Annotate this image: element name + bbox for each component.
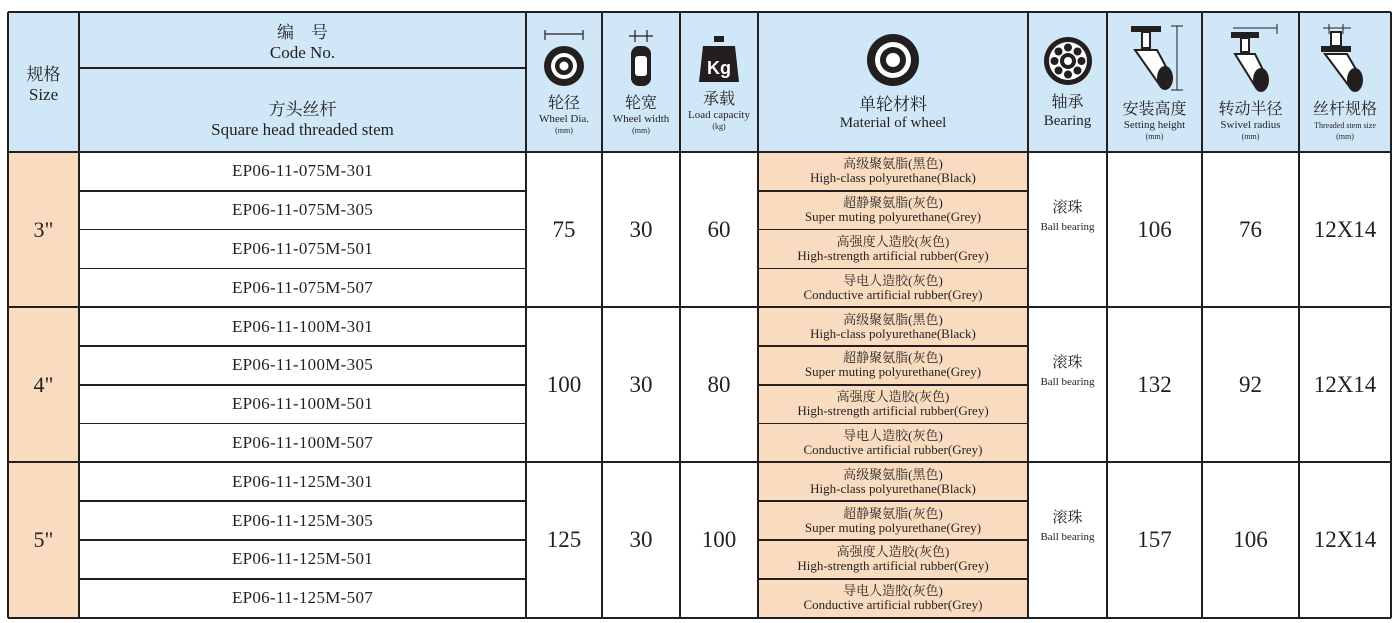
load-header — [680, 12, 758, 152]
setting-height-value: 157 — [1137, 526, 1172, 552]
grid-line-h — [79, 345, 526, 347]
grid-line-h — [8, 617, 1391, 619]
load-header-cn: 承载 — [702, 90, 735, 108]
grid-line-h — [79, 539, 526, 541]
wheel-width-icon — [621, 30, 661, 88]
code-value: EP06-11-075M-501 — [231, 238, 374, 258]
material-cell — [758, 152, 1028, 191]
stem-size-header-cn: 丝杆规格 — [1312, 100, 1377, 118]
code-cell — [79, 152, 526, 191]
setting-height-cell — [1107, 462, 1202, 617]
code-cell — [79, 268, 526, 307]
swivel-radius-cell — [1202, 307, 1299, 462]
grid-line-v — [1106, 12, 1108, 618]
code-cell — [79, 501, 526, 540]
swivel-radius-header — [1202, 12, 1299, 152]
grid-line-v — [78, 12, 80, 618]
wheel-dia-header — [526, 12, 602, 152]
wheel-width-header-unit: (mm) — [632, 125, 650, 135]
code-value: EP06-11-100M-305 — [231, 355, 374, 375]
stem-type-header-en: Square head threaded stem — [211, 120, 394, 139]
grid-line-h — [79, 190, 526, 192]
code-cell — [79, 540, 526, 579]
material-cn: 高级聚氨脂(黑色) — [843, 311, 943, 327]
setting-height-icon — [1125, 24, 1185, 94]
grid-line-h — [758, 384, 1028, 386]
size-cell — [8, 152, 79, 307]
wheel-dia-value: 125 — [546, 526, 582, 552]
grid-line-h — [758, 500, 1028, 502]
load-icon — [697, 34, 741, 84]
wheel-dia-value: 100 — [546, 371, 582, 397]
material-cn: 高强度人造胶(灰色) — [836, 389, 950, 405]
wheel-dia-cell — [526, 462, 602, 617]
stem-size-cell — [1299, 307, 1391, 462]
material-cn: 超静聚氨脂(灰色) — [843, 195, 943, 211]
material-en: High-class polyurethane(Black) — [810, 170, 976, 186]
swivel-radius-header-en: Swivel radius — [1220, 118, 1281, 131]
material-en: Super muting polyurethane(Grey) — [804, 364, 982, 380]
bearing-cn: 滚珠 — [1052, 355, 1083, 372]
bearing-header-cn: 轴承 — [1051, 93, 1084, 111]
grid-line-v — [525, 12, 527, 618]
bearing-en: Ball bearing — [1040, 531, 1095, 544]
wheel-width-cell — [602, 152, 680, 307]
load-header-unit: (kg) — [712, 121, 726, 131]
grid-line-v — [1390, 12, 1392, 618]
load-cell — [680, 152, 758, 307]
material-cell — [758, 191, 1028, 230]
material-cn: 高级聚氨脂(黑色) — [843, 156, 943, 172]
stem-size-value: 12X14 — [1313, 526, 1377, 552]
grid-line-v — [7, 12, 9, 618]
code-cell — [79, 346, 526, 385]
code-value: EP06-11-075M-507 — [231, 277, 374, 297]
bearing-en: Ball bearing — [1040, 376, 1095, 389]
swivel-radius-value: 76 — [1239, 216, 1262, 242]
material-cn: 高强度人造胶(灰色) — [836, 544, 950, 560]
grid-line-h — [758, 423, 1028, 425]
code-cell — [79, 230, 526, 269]
setting-height-header-en: Setting height — [1123, 118, 1186, 131]
wheel-width-header-cn: 轮宽 — [624, 94, 657, 112]
material-en: High-strength artificial rubber(Grey) — [797, 403, 989, 419]
size-cell — [8, 462, 79, 617]
swivel-radius-value: 92 — [1239, 371, 1262, 397]
grid-line-h — [79, 578, 526, 580]
material-header-en: Material of wheel — [839, 115, 947, 131]
grid-line-h — [758, 268, 1028, 270]
code-header — [79, 12, 526, 68]
material-cell — [758, 540, 1028, 579]
wheel-dia-cell — [526, 307, 602, 462]
grid-line-v — [1027, 12, 1029, 618]
material-cell — [758, 346, 1028, 385]
load-value: 60 — [707, 216, 731, 242]
material-en: Super muting polyurethane(Grey) — [804, 519, 982, 535]
code-value: EP06-11-100M-507 — [231, 432, 374, 452]
load-value: 80 — [707, 371, 731, 397]
grid-line-h — [79, 229, 526, 231]
material-cn: 导电人造胶(灰色) — [843, 427, 943, 443]
material-cn: 高级聚氨脂(黑色) — [843, 466, 943, 482]
material-en: Conductive artificial rubber(Grey) — [803, 286, 983, 302]
setting-height-value: 132 — [1137, 371, 1172, 397]
material-cell — [758, 462, 1028, 501]
grid-line-h — [8, 11, 1391, 13]
wheel-width-value: 30 — [629, 371, 653, 397]
grid-line-v — [1298, 12, 1300, 618]
stem-size-value: 12X14 — [1313, 216, 1377, 242]
material-en: High-class polyurethane(Black) — [810, 480, 976, 496]
size-cell — [8, 307, 79, 462]
code-header-cn: 编 号 — [277, 22, 328, 42]
setting-height-header-cn: 安装高度 — [1122, 100, 1187, 118]
material-header-cn: 单轮材料 — [859, 95, 927, 114]
code-cell — [79, 462, 526, 501]
wheel-dia-cell — [526, 152, 602, 307]
grid-line-h — [79, 384, 526, 386]
material-en: Super muting polyurethane(Grey) — [804, 209, 982, 225]
material-cn: 超静聚氨脂(灰色) — [843, 505, 943, 521]
material-cell — [758, 501, 1028, 540]
wheel-width-value: 30 — [629, 526, 653, 552]
grid-line-v — [601, 12, 603, 618]
wheel-width-cell — [602, 307, 680, 462]
stem-size-icon — [1315, 24, 1375, 94]
wheel-width-cell — [602, 462, 680, 617]
code-value: EP06-11-100M-301 — [231, 316, 374, 336]
bearing-header-en: Bearing — [1043, 112, 1092, 129]
size-value: 4" — [33, 371, 54, 397]
load-cell — [680, 307, 758, 462]
wheel-width-value: 30 — [629, 216, 653, 242]
stem-size-header-unit: (mm) — [1336, 131, 1354, 141]
stem-size-cell — [1299, 462, 1391, 617]
stem-size-header — [1299, 12, 1391, 152]
stem-type-header-cn: 方头丝杆 — [268, 100, 337, 119]
size-value: 3" — [33, 216, 54, 242]
load-cell — [680, 462, 758, 617]
grid-line-h — [79, 268, 526, 270]
material-en: High-strength artificial rubber(Grey) — [797, 558, 989, 574]
wheel-dia-value: 75 — [552, 216, 576, 242]
size-header-en: Size — [28, 84, 59, 104]
grid-line-v — [1201, 12, 1203, 618]
setting-height-cell — [1107, 307, 1202, 462]
material-cn: 导电人造胶(灰色) — [843, 272, 943, 288]
grid-line-h — [79, 500, 526, 502]
material-en: Conductive artificial rubber(Grey) — [803, 441, 983, 457]
setting-height-cell — [1107, 152, 1202, 307]
bearing-icon — [1042, 35, 1094, 87]
grid-line-h — [8, 151, 1391, 153]
code-value: EP06-11-125M-305 — [231, 510, 374, 530]
swivel-radius-icon — [1221, 24, 1281, 94]
wheel-dia-icon — [541, 30, 587, 88]
code-value: EP06-11-100M-501 — [231, 394, 374, 414]
stem-size-cell — [1299, 152, 1391, 307]
code-cell — [79, 579, 526, 618]
size-value: 5" — [33, 526, 54, 552]
swivel-radius-header-unit: (mm) — [1241, 131, 1260, 141]
material-header — [758, 12, 1028, 152]
size-header — [8, 12, 79, 152]
material-en: High-class polyurethane(Black) — [810, 325, 976, 341]
bearing-header — [1028, 12, 1107, 152]
code-value: EP06-11-125M-507 — [231, 588, 374, 608]
material-cell — [758, 579, 1028, 618]
bearing-cell — [1028, 152, 1107, 307]
setting-height-header — [1107, 12, 1202, 152]
wheel-dia-header-unit: (mm) — [555, 125, 573, 135]
grid-line-h — [79, 67, 526, 69]
code-cell — [79, 191, 526, 230]
code-value: EP06-11-075M-305 — [231, 200, 374, 220]
material-icon — [865, 32, 921, 88]
bearing-cn: 滚珠 — [1052, 200, 1083, 216]
bearing-cell — [1028, 462, 1107, 617]
material-cell — [758, 230, 1028, 269]
code-value: EP06-11-125M-301 — [231, 471, 374, 491]
material-cn: 超静聚氨脂(灰色) — [843, 350, 943, 366]
grid-line-h — [79, 423, 526, 425]
wheel-dia-header-cn: 轮径 — [547, 94, 580, 112]
code-cell — [79, 385, 526, 424]
svg-text:Kg: Kg — [707, 57, 731, 78]
material-cn: 导电人造胶(灰色) — [843, 583, 943, 599]
material-en: High-strength artificial rubber(Grey) — [797, 247, 989, 263]
grid-line-h — [8, 461, 1391, 463]
load-header-en: Load capacity — [688, 108, 750, 121]
code-value: EP06-11-125M-501 — [231, 549, 374, 569]
wheel-dia-header-en: Wheel Dia. — [538, 112, 590, 125]
wheel-width-header-en: Wheel width — [612, 112, 670, 125]
grid-line-h — [8, 306, 1391, 308]
stem-size-header-en: Threaded stem size — [1314, 120, 1376, 130]
bearing-cn: 滚珠 — [1052, 510, 1083, 527]
material-cell — [758, 268, 1028, 307]
code-cell — [79, 424, 526, 463]
material-cell — [758, 307, 1028, 346]
code-header-en: Code No. — [269, 42, 336, 62]
bearing-en: Ball bearing — [1040, 221, 1095, 233]
material-cell — [758, 424, 1028, 463]
grid-line-v — [679, 12, 681, 618]
grid-line-h — [758, 345, 1028, 347]
material-cn: 高强度人造胶(灰色) — [836, 233, 950, 249]
wheel-width-header — [602, 12, 680, 152]
material-cell — [758, 385, 1028, 424]
swivel-radius-cell — [1202, 462, 1299, 617]
swivel-radius-cell — [1202, 152, 1299, 307]
setting-height-header-unit: (mm) — [1145, 131, 1164, 141]
code-value: EP06-11-075M-301 — [231, 161, 374, 181]
grid-line-v — [757, 12, 759, 618]
grid-line-h — [758, 539, 1028, 541]
bearing-cell — [1028, 307, 1107, 462]
code-cell — [79, 307, 526, 346]
material-en: Conductive artificial rubber(Grey) — [803, 597, 983, 613]
size-header-cn: 规格 — [26, 64, 61, 84]
stem-size-value: 12X14 — [1313, 371, 1377, 397]
grid-line-h — [758, 190, 1028, 192]
grid-line-h — [758, 229, 1028, 231]
setting-height-value: 106 — [1137, 216, 1172, 242]
grid-line-h — [758, 578, 1028, 580]
stem-type-header — [79, 68, 526, 152]
load-value: 100 — [701, 526, 737, 552]
swivel-radius-value: 106 — [1233, 526, 1268, 552]
swivel-radius-header-cn: 转动半径 — [1218, 100, 1283, 118]
